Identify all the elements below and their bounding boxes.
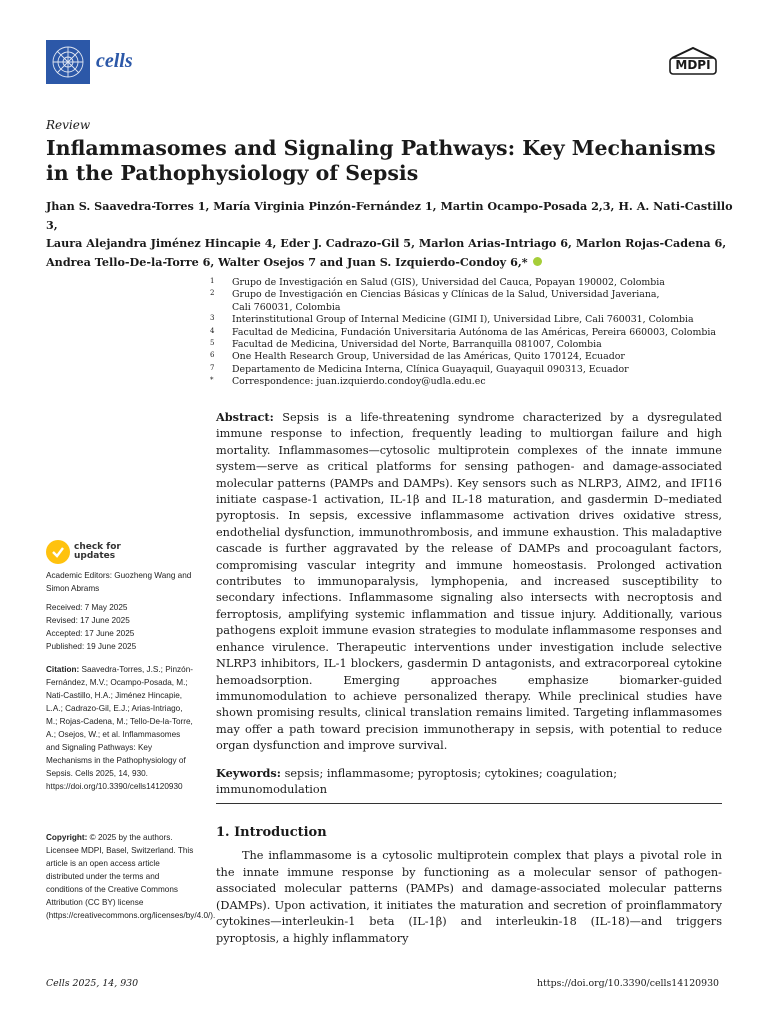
affiliation-text: Facultad de Medicina, Fundación Universitaria Autónoma de las Américas, Pereira 660003, Colombia: [232, 326, 716, 338]
abstract: [216, 409, 722, 755]
correspondence-email[interactable]: Correspondence: juan.izquierdo.condoy@udla.edu.ec: [232, 376, 486, 388]
dates-block: [46, 601, 196, 653]
article-title: Inflammasomes and Signaling Pathways: Key Mechanisms in the Pathophysiology of Sepsis: [46, 136, 716, 185]
check-updates-icon: [46, 540, 70, 564]
abstract-label: Abstract:: [216, 410, 274, 424]
affiliation-number: 4: [210, 326, 215, 335]
published-date: Published: 19 June 2025: [46, 642, 137, 651]
affiliation-item: [210, 327, 730, 339]
affiliation-text: Grupo de Investigación en Ciencias Básicas y Clínicas de la Salud, Universidad Javeriana,: [232, 289, 660, 301]
check-for-updates-badge[interactable]: [46, 540, 121, 564]
affiliation-item: [210, 314, 730, 326]
affiliations: [210, 277, 730, 389]
received-date: Received: 7 May 2025: [46, 603, 128, 612]
article-type: Review: [46, 118, 91, 132]
abstract-text: Sepsis is a life-threatening syndrome characterized by a dysregulated immune response to infection, frequently leading to multiorgan failure and high mortality. Inflammasomes—cytosolic multiprotein complexes of the innate immune system—serve as critical platforms for sensing pathogen- and damage-associated molecular patterns (PAMPs and DAMPs). Key sensors such as NLRP3, AIM2, and IFI16 initiate caspase-1 activation, IL-1β and IL-18 maturation, and gasdermin D–mediated pyroptosis. In sepsis, excessive inflammasome activation drives oxidative stress, endothelial dysfunction, immunothrombosis, and immune exhaustion. This maladaptive cascade is further aggravated by the release of DAMPs and procoagulant factors, compromising vascular integrity and immune homeostasis. Prolonged activation contributes to immunoparalysis, lymphopenia, and increased susceptibility to secondary infections. Inflammasome signaling also intersects with necroptosis and ferroptosis, amplifying systemic inflammation and tissue injury. Additionally, various pathogens exploit immune evasion strategies to modulate inflammasome responses and enhance virulence. Therapeutic interventions under investigation include selective NLRP3 inhibitors, IL-1 blockers, gasdermin D antagonists, and extracorporeal cytokine hemoadsorption. Emerging approaches emphasize biomarker-guided immunomodulation to achieve personalized therapy. While preclinical studies have shown promising results, clinical translation remains limited. Targeting inflammasomes may offer a path toward precision immunotherapy in sepsis, with potential to reduce organ dysfunction and improve survival.: [216, 411, 722, 753]
affiliation-number: 3: [210, 314, 215, 323]
footer-doi-link[interactable]: https://doi.org/10.3390/cells14120930: [537, 978, 720, 989]
keywords-label: Keywords:: [216, 766, 281, 780]
keywords: [216, 765, 722, 798]
affiliation-number: *: [210, 376, 214, 385]
affiliation-item: [210, 289, 730, 301]
orcid-icon[interactable]: [533, 257, 542, 266]
copyright-label: Copyright:: [46, 833, 88, 842]
affiliation-text: Facultad de Medicina, Universidad del Norte, Barranquilla 081007, Colombia: [232, 339, 602, 351]
author-line: [46, 234, 736, 253]
footer-citation: Cells 2025, 14, 930: [46, 978, 139, 989]
author-line-text: Jhan S. Saavedra-Torres 1, María Virginia Pinzón-Fernández 1, Martin Ocampo-Posada 2,3, H. A. Nati-Castillo 3,: [46, 199, 733, 232]
affiliation-item: [210, 339, 730, 351]
affiliation-number: 1: [210, 277, 215, 285]
affiliation-number: [210, 300, 232, 312]
revised-date: Revised: 17 June 2025: [46, 616, 130, 625]
affiliation-item: [210, 351, 730, 363]
section-heading-introduction: 1. Introduction: [216, 825, 327, 840]
affiliation-text: Grupo de Investigación en Salud (GIS), Universidad del Cauca, Popayan 190002, Colombia: [232, 277, 665, 288]
affiliation-number: 7: [210, 363, 215, 372]
author-line: [46, 253, 736, 272]
affiliation-number: 2: [210, 289, 215, 298]
section-divider: [216, 803, 722, 804]
publisher-name: MDPI: [675, 58, 711, 72]
citation-label: Citation:: [46, 665, 80, 674]
author-list: [46, 197, 736, 271]
keywords-text: sepsis; inflammasome; pyroptosis; cytokines; coagulation; immunomodulation: [216, 767, 618, 796]
author-line-text: Laura Alejandra Jiménez Hincapie 4, Eder J. Cadrazo-Gil 5, Marlon Arias-Intriago 6, Marlon Rojas-Cadena 6,: [46, 236, 727, 250]
check-updates-label: [74, 543, 121, 562]
copyright-block: [46, 831, 216, 922]
affiliation-text: Departamento de Medicina Interna, Clínica Guayaquil, Guayaquil 090313, Ecuador: [232, 363, 629, 375]
mdpi-logo-icon: [664, 46, 722, 80]
copyright-text: © 2025 by the authors. Licensee MDPI, Basel, Switzerland. This article is an open access article distributed under the terms and conditions of the Creative Commons Attribution (CC BY) license (https://creativecommons.org/licenses/by/4.0/).: [46, 833, 216, 920]
affiliation-item: [210, 364, 730, 376]
author-line-text: Andrea Tello-De-la-Torre 6, Walter Osejos 7 and Juan S. Izquierdo-Condoy 6,*: [46, 254, 528, 269]
journal-name: cells: [96, 50, 133, 72]
check-updates-line1: check for: [74, 541, 121, 552]
affiliation-item: [210, 277, 730, 289]
affiliation-text: Interinstitutional Group of Internal Medicine (GIMI I), Universidad Libre, Cali 760031, Colombia: [232, 314, 694, 326]
accepted-date: Accepted: 17 June 2025: [46, 629, 135, 638]
affiliation-text: One Health Research Group, Universidad de las Américas, Quito 170124, Ecuador: [232, 351, 625, 363]
introduction-paragraph: The inflammasome is a cytosolic multiprotein complex that plays a pivotal role in the innate immune response by functioning as a molecular sensor of pathogen-associated molecular patterns (PAMPs) and damage-associated molecular patterns (DAMPs). Upon activation, it initiates the maturation and secretion of proinflammatory cytokines—interleukin-1 beta (IL-1β) and interleukin-18 (IL-18)—and triggers pyroptosis, a highly inflammatory: [216, 849, 722, 945]
cells-logo-graphic: [46, 40, 90, 84]
affiliation-text: Cali 760031, Colombia: [232, 301, 341, 313]
check-updates-line2: updates: [74, 551, 116, 561]
author-line: [46, 197, 736, 234]
academic-editors: Academic Editors: Guozheng Wang and Simon Abrams: [46, 571, 192, 593]
affiliation-item: [210, 302, 730, 314]
correspondence: [210, 376, 730, 388]
affiliation-number: 6: [210, 351, 215, 360]
cells-logo-icon: [46, 40, 90, 84]
affiliation-number: 5: [210, 339, 215, 348]
citation-text: Saavedra-Torres, J.S.; Pinzón-Fernández, M.V.; Ocampo-Posada, M.; Nati-Castillo, H.A.; Jiménez Hincapie, L.A.; Cadrazo-Gil, E.J.; Arias-Intriago, M.; Rojas-Cadena, M.; Tello-De-la-Torre, A.; Osejos, W.; et al. Inflammasomes and Signaling Pathways: Key Mechanisms in the Pathophysiology of Sepsis. Cells 2025, 14, 930. https://doi.org/10.3390/cells14120930: [46, 665, 193, 791]
citation-block: [46, 663, 196, 793]
